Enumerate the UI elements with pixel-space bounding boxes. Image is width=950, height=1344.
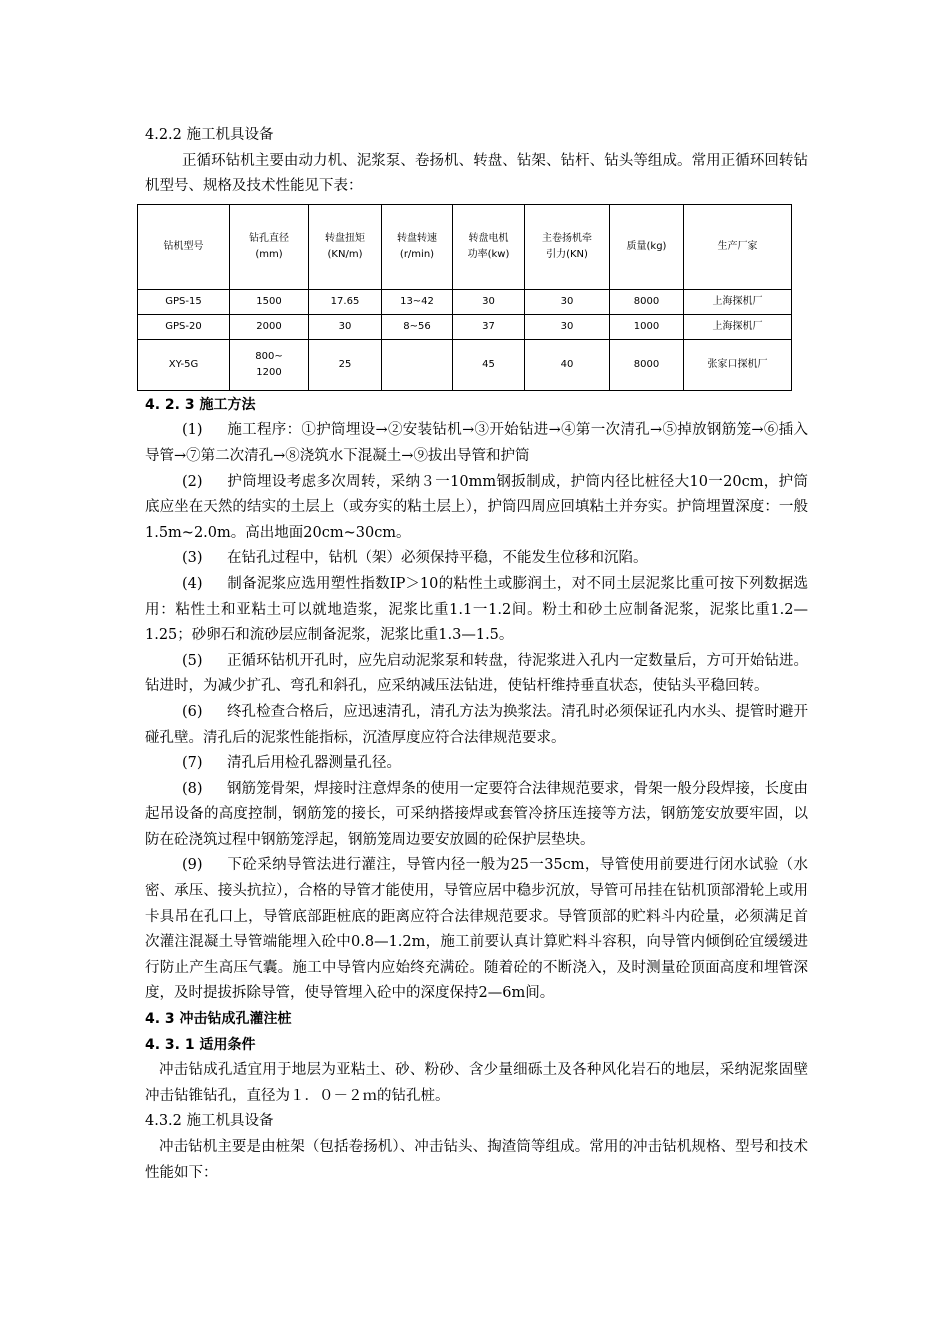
section-4-2-2-title: 4.2.2 施工机具设备	[145, 127, 274, 143]
cell-diameter: 800~ 1200	[230, 339, 309, 390]
method-item-1: (1) 施工程序：①护筒埋设→②安装钻机→③开始钻进→④第一次清孔→⑤掉放钢筋笼→⑥插入导管→⑦第二次清孔→⑧浇筑水下混凝土→⑨拔出导管和护筒	[145, 422, 808, 464]
method-item-9: (9) 下砼采纳导管法进行灌注，导管内径一般为25一35cm，导管使用前要进行闭水试验（水密、承压、接头抗拉），合格的导管才能使用，导管应居中稳步沉放，导管可吊挂在钻机顶部滑轮上或用卡具吊在孔口上，导管底部距桩底的距离应符合法律规范要求。导管顶部的贮料斗内砼量，必须满足首次灌注混凝土导管端能埋入砼中0.8—1.2m，施工前要认真计算贮料斗容积，向导管内倾倒砼宜缓缓进行防止产生高压气囊。施工中导管内应始终充满砼。随着砼的不断浇入，及时测量砼顶面高度和埋管深度，及时提拔拆除导管，使导管埋入砼中的深度保持2—6m间。	[145, 857, 808, 1002]
method-item-3: (3) 在钻孔过程中，钻机（架）必须保持平稳，不能发生位移和沉陷。	[182, 550, 648, 567]
table-row	[138, 339, 792, 390]
cell-diameter: 2000	[230, 314, 309, 339]
header-maker: 生产厂家	[684, 204, 792, 289]
section-4-3-title: 4. 3 冲击钻成孔灌注桩	[145, 1011, 292, 1028]
cell-torque: 25	[309, 339, 382, 390]
header-power: 转盘电机 功率(kw)	[453, 204, 525, 289]
section-4-3-2-title: 4.3.2 施工机具设备	[145, 1113, 274, 1130]
cell-speed	[382, 339, 453, 390]
section-4-3-1-title: 4. 3. 1 适用条件	[145, 1036, 256, 1053]
section-4-2-2-intro: 正循环钻机主要由动力机、泥浆泵、卷扬机、转盘、钻架、钻杆、钻头等组成。常用正循环回转钻机型号、规格及技术性能见下表：	[145, 152, 808, 195]
method-item-8: (8) 钢筋笼骨架，焊接时注意焊条的使用一定要符合法律规范要求，骨架一般分段焊接，长度由起吊设备的高度控制，钢筋笼的接长，可采纳搭接焊或套管冷挤压连接等方法，钢筋笼安放要牢固，以防在砼浇筑过程中钢筋笼浮起，钢筋笼周边要安放圆的砼保护层垫块。	[145, 780, 808, 848]
header-mass: 质量(kg)	[610, 204, 684, 289]
cell-pull: 30	[525, 314, 610, 339]
document-content	[145, 123, 808, 1186]
cell-maker: 上海探机厂	[684, 289, 792, 314]
cell-model: GPS-20	[138, 314, 230, 339]
method-item-7: (7) 清孔后用检孔器测量孔径。	[182, 755, 401, 772]
header-speed: 转盘转速 (r/min)	[382, 204, 453, 289]
method-item-5: (5) 正循环钻机开孔时，应先启动泥浆泵和转盘，待泥浆进入孔内一定数量后，方可开始钻进。钻进时，为减少扩孔、弯孔和斜孔，应采纳减压法钻进，使钻杆维持垂直状态，使钻头平稳回转。	[145, 652, 808, 695]
header-torque: 转盘扭矩 (KN/m)	[309, 204, 382, 289]
cell-model: GPS-15	[138, 289, 230, 314]
cell-mass: 8000	[610, 339, 684, 390]
cell-power: 37	[453, 314, 525, 339]
section-4-3-2-text: 冲击钻机主要是由桩架（包括卷扬机）、冲击钻头、掏渣筒等组成。常用的冲击钻机规格、型号和技术性能如下：	[145, 1139, 808, 1181]
header-diameter: 钻孔直径 (mm)	[230, 204, 309, 289]
method-item-6: (6) 终孔检查合格后，应迅速清孔，清孔方法为换浆法。清孔时必须保证孔内水头、提管时避开碰孔壁。清孔后的泥浆性能指标，沉渣厚度应符合法律规范要求。	[145, 703, 808, 746]
cell-speed: 13~42	[382, 289, 453, 314]
section-4-3-1-text: 冲击钻成孔适宜用于地层为亚粘土、砂、粉砂、含少量细砾土及各种风化岩石的地层，采纳泥浆固壁冲击钻锥钻孔，直径为１．０－２ｍ的钻孔桩。	[145, 1062, 808, 1104]
cell-speed: 8~56	[382, 314, 453, 339]
drill-spec-table	[137, 204, 792, 391]
cell-model: XY-5G	[138, 339, 230, 390]
cell-power: 30	[453, 289, 525, 314]
cell-torque: 30	[309, 314, 382, 339]
table-header-row	[138, 204, 792, 289]
header-model: 钻机型号	[138, 204, 230, 289]
method-item-4: (4) 制备泥浆应选用塑性指数IP＞10的粘性土或膨润土，对不同土层泥浆比重可按下列数据选用：粘性土和亚粘土可以就地造浆，泥浆比重1.1一1.2间。粉土和砂土应制备泥浆，泥浆比重1.2—1.25；砂卵石和流砂层应制备泥浆，泥浆比重1.3—1.5。	[145, 575, 808, 644]
cell-torque: 17.65	[309, 289, 382, 314]
cell-pull: 30	[525, 289, 610, 314]
cell-diameter: 1500	[230, 289, 309, 314]
table-row	[138, 314, 792, 339]
cell-maker: 张家口探机厂	[684, 339, 792, 390]
cell-mass: 1000	[610, 314, 684, 339]
cell-maker: 上海探机厂	[684, 314, 792, 339]
method-item-2: (2) 护筒埋设考虑多次周转，采纳３一10mm钢扳制成，护筒内径比桩径大10一20cm，护筒底应坐在天然的结实的土层上（或夯实的粘土层上），护筒四周应回填粘土并夯实。护筒埋置深度：一般1.5m~2.0m。高出地面20cm~30cm。	[145, 473, 808, 541]
cell-power: 45	[453, 339, 525, 390]
table-row	[138, 289, 792, 314]
cell-pull: 40	[525, 339, 610, 390]
cell-mass: 8000	[610, 289, 684, 314]
header-pull: 主卷扬机牵 引力(KN)	[525, 204, 610, 289]
section-4-2-3-title: 4. 2. 3 施工方法	[145, 396, 256, 413]
